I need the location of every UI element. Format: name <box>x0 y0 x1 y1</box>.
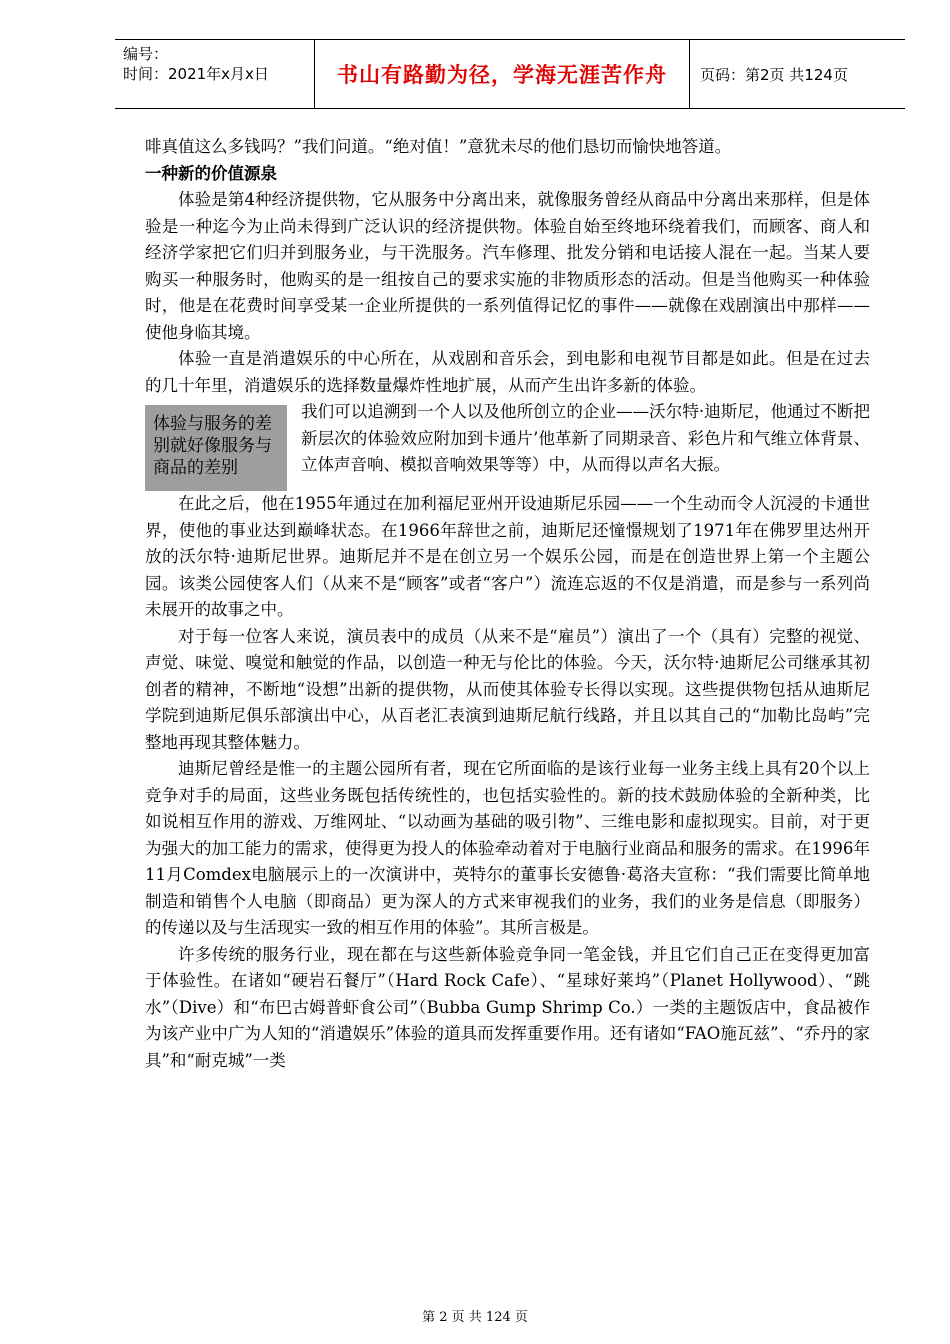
paragraph: 迪斯尼曾经是惟一的主题公园所有者，现在它所面临的是该行业每一业务主线上具有20个以上竞争对手的局面，这些业务既包括传统性的，也包括实验性的。新的技术鼓励体验的全新种类，比如说相互作用的游戏、万维网址、“以动画为基础的吸引物”、三维电影和虚拟现实。目前，对于更为强大的加工能力的需求，使得更为投人的体验牵动着对于电脑行业商品和服务的需求。在1996年11月Comdex电脑展示上的一次演讲中，英特尔的董事长安德鲁·葛洛夫宣称：“我们需要比简单地制造和销售个人电脑（即商品）更为深人的方式来审视我们的业务，我们的业务是信息（即服务）的传递以及与生活现实一致的相互作用的体验”。其所言极是。 <box>145 759 870 937</box>
section-heading: 一种新的价值源泉 <box>145 163 277 183</box>
paragraph: 我们可以追溯到一个人以及他所创立的企业——沃尔特·迪斯尼，他通过不断把新层次的体验效应附加到卡通片’他革新了同期录音、彩色片和气维立体背景、立体声音响、模拟音响效果等等）中，从而得以声名大振。 <box>301 402 870 474</box>
page-header <box>115 39 905 109</box>
paragraph-continuation: 啡真值这么多钱吗？”我们问道。“绝对值！”意犹未尽的他们恳切而愉快地答道。 <box>145 137 732 156</box>
paragraph: 在此之后，他在1955年通过在加利福尼亚州开设迪斯尼乐园——一个生动而令人沉浸的卡通世界，使他的事业达到巅峰状态。在1966年辞世之前，迪斯尼还憧憬规划了1971年在佛罗里达州开放的沃尔特·迪斯尼世界。迪斯尼并不是在创立另一个娱乐公园，而是在创造世界上第一个主题公园。该类公园使客人们（从来不是“顾客”或者“客户”）流连忘返的不仅是消遣，而是参与一系列尚未展开的故事之中。 <box>145 494 870 619</box>
paragraph: 体验是第4种经济提供物，它从服务中分离出来，就像服务曾经从商品中分离出来那样，但是体验是一种迄今为止尚未得到广泛认识的经济提供物。体验自始至终地环绕着我们，而顾客、商人和经济学家把它们归并到服务业，与干洗服务。汽车修理、批发分销和电话接人混在一起。当某人要购买一种服务时，他购买的是一组按自己的要求实施的非物质形态的活动。但是当他购买一种体验时，他是在花费时间享受某一企业所提供的一系列值得记忆的事件——就像在戏剧演出中那样——使他身临其境。 <box>145 190 870 342</box>
header-page-code: 页码：第2页 共124页 <box>700 65 848 84</box>
header-motto: 书山有路勤为径，学海无涯苦作舟 <box>315 40 690 108</box>
paragraph: 体验一直是消遣娱乐的中心所在，从戏剧和音乐会，到电影和电视节目都是如此。但是在过去的几十年里，消遣娱乐的选择数量爆炸性地扩展，从而产生出许多新的体验。 <box>145 349 870 395</box>
paragraph: 许多传统的服务行业，现在都在与这些新体验竞争同一笔金钱，并且它们自己正在变得更加富于体验性。在诸如“硬岩石餐厅”（Hard Rock Cafe）、“星球好莱坞”（Planet Hollywood）、“跳水”（Dive）和“布巴古姆普虾食公司”（Bubba Gump Shrimp Co.）一类的主题饭店中，食品被作为该产业中广为人知的“消遣娱乐”体验的道具而发挥重要作用。还有诸如“FAO施瓦兹”、“乔丹的家具”和“耐克城”一类 <box>145 944 870 1070</box>
document-body <box>145 134 870 1074</box>
paragraph: 对于每一位客人来说，演员表中的成员（从来不是“雇员”）演出了一个（具有）完整的视觉、声觉、味觉、嗅觉和触觉的作品，以创造一种无与伦比的体验。今天，沃尔特·迪斯尼公司继承其初创者的精神，不断地“设想”出新的提供物，从而使其体验专长得以实现。这些提供物包括从迪斯尼学院到迪斯尼俱乐部演出中心，从百老汇表演到迪斯尼航行线路，并且以其自己的“加勒比岛屿”完整地再现其整体魅力。 <box>145 626 870 752</box>
sidebar-callout-row <box>145 399 870 491</box>
header-meta <box>115 40 315 108</box>
number-label: 编号： <box>123 45 169 63</box>
callout-box: 体验与服务的差别就好像服务与商品的差别 <box>145 405 287 491</box>
time-label: 时间：2021年x月x日 <box>123 65 269 83</box>
page-footer: 第 2 页 共 124 页 <box>422 1310 528 1325</box>
